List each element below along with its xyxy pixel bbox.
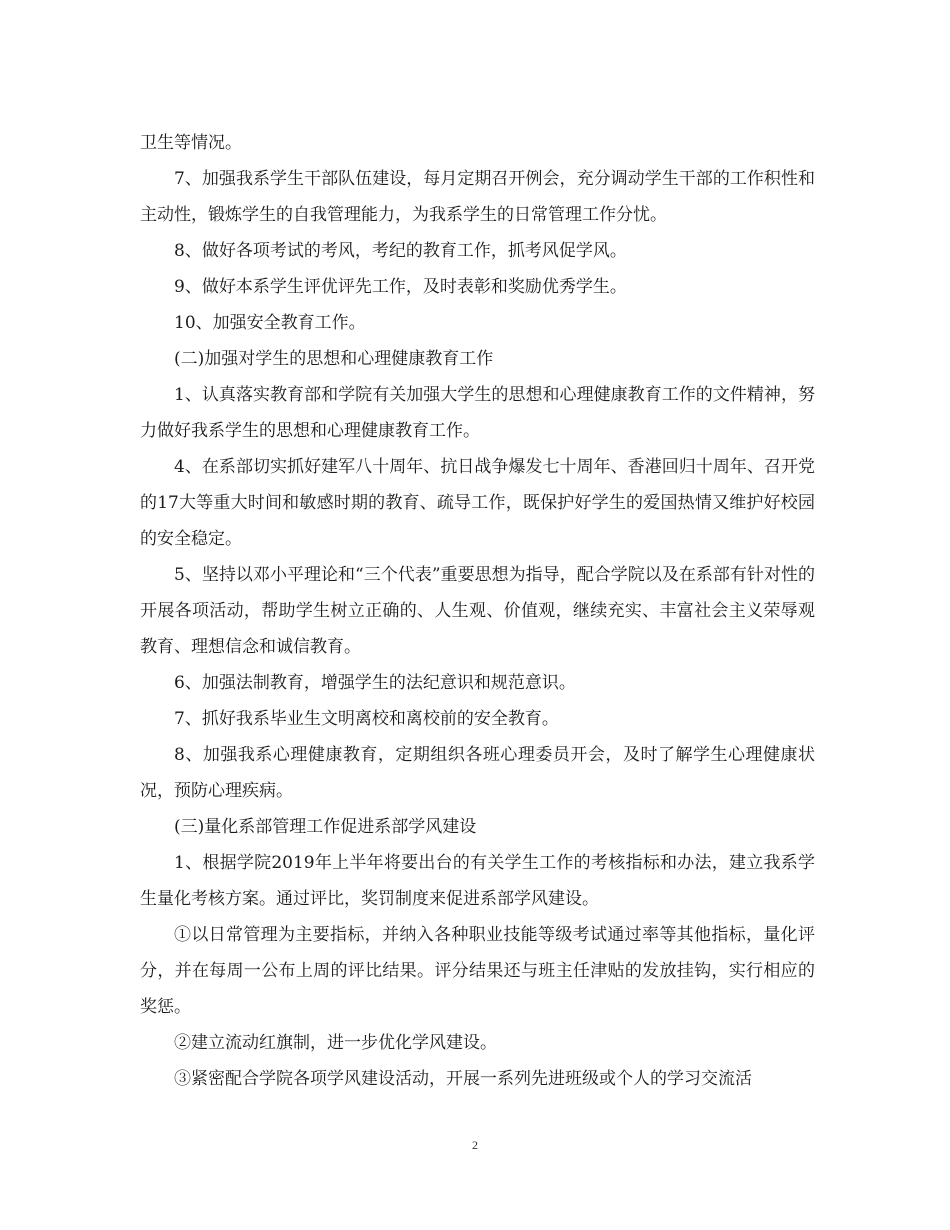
paragraph: 9、做好本系学生评优评先工作，及时表彰和奖励优秀学生。: [174, 277, 627, 297]
section-heading: (二)加强对学生的思想和心理健康教育工作: [174, 349, 494, 369]
paragraph: 6、加强法制教育，增强学生的法纪意识和规范意识。: [174, 673, 576, 693]
paragraph: 5、坚持以邓小平理论和“三个代表”重要思想为指导，配合学院以及在系部有针对性的开展各项活动，帮助学生树立正确的、人生观、价值观，继续充实、丰富社会主义荣辱观教育、理想信念和诚信教育。: [140, 565, 815, 657]
section-heading: (三)量化系部管理工作促进系部学风建设: [174, 817, 477, 837]
page-number: 2: [472, 1138, 478, 1152]
paragraph: 7、加强我系学生干部队伍建设，每月定期召开例会，充分调动学生干部的工作积性和主动性，锻炼学生的自我管理能力，为我系学生的日常管理工作分忧。: [140, 169, 815, 225]
document-body: [140, 125, 815, 1097]
paragraph: 4、在系部切实抓好建军八十周年、抗日战争爆发七十周年、香港回归十周年、召开党的17大等重大时间和敏感时期的教育、疏导工作，既保护好学生的爱国热情又维护好校园的安全稳定。: [140, 457, 815, 549]
paragraph: ③紧密配合学院各项学风建设活动，开展一系列先进班级或个人的学习交流活: [174, 1069, 752, 1089]
paragraph: 7、抓好我系毕业生文明离校和离校前的安全教育。: [174, 709, 559, 729]
paragraph: 1、根据学院2019年上半年将要出台的有关学生工作的考核指标和办法，建立我系学生量化考核方案。通过评比，奖罚制度来促进系部学风建设。: [140, 853, 815, 909]
paragraph: 卫生等情况。: [140, 133, 242, 153]
paragraph: 8、做好各项考试的考风，考纪的教育工作，抓考风促学风。: [174, 241, 627, 261]
paragraph: ①以日常管理为主要指标，并纳入各种职业技能等级考试通过率等其他指标，量化评分，并在每周一公布上周的评比结果。评分结果还与班主任津贴的发放挂钩，实行相应的奖惩。: [140, 925, 815, 1017]
paragraph: 1、认真落实教育部和学院有关加强大学生的思想和心理健康教育工作的文件精神，努力做好我系学生的思想和心理健康教育工作。: [140, 385, 815, 441]
paragraph: 10、加强安全教育工作。: [174, 313, 366, 333]
paragraph: 8、加强我系心理健康教育，定期组织各班心理委员开会，及时了解学生心理健康状况，预防心理疾病。: [140, 745, 815, 801]
paragraph: ②建立流动红旗制，进一步优化学风建设。: [174, 1033, 497, 1053]
